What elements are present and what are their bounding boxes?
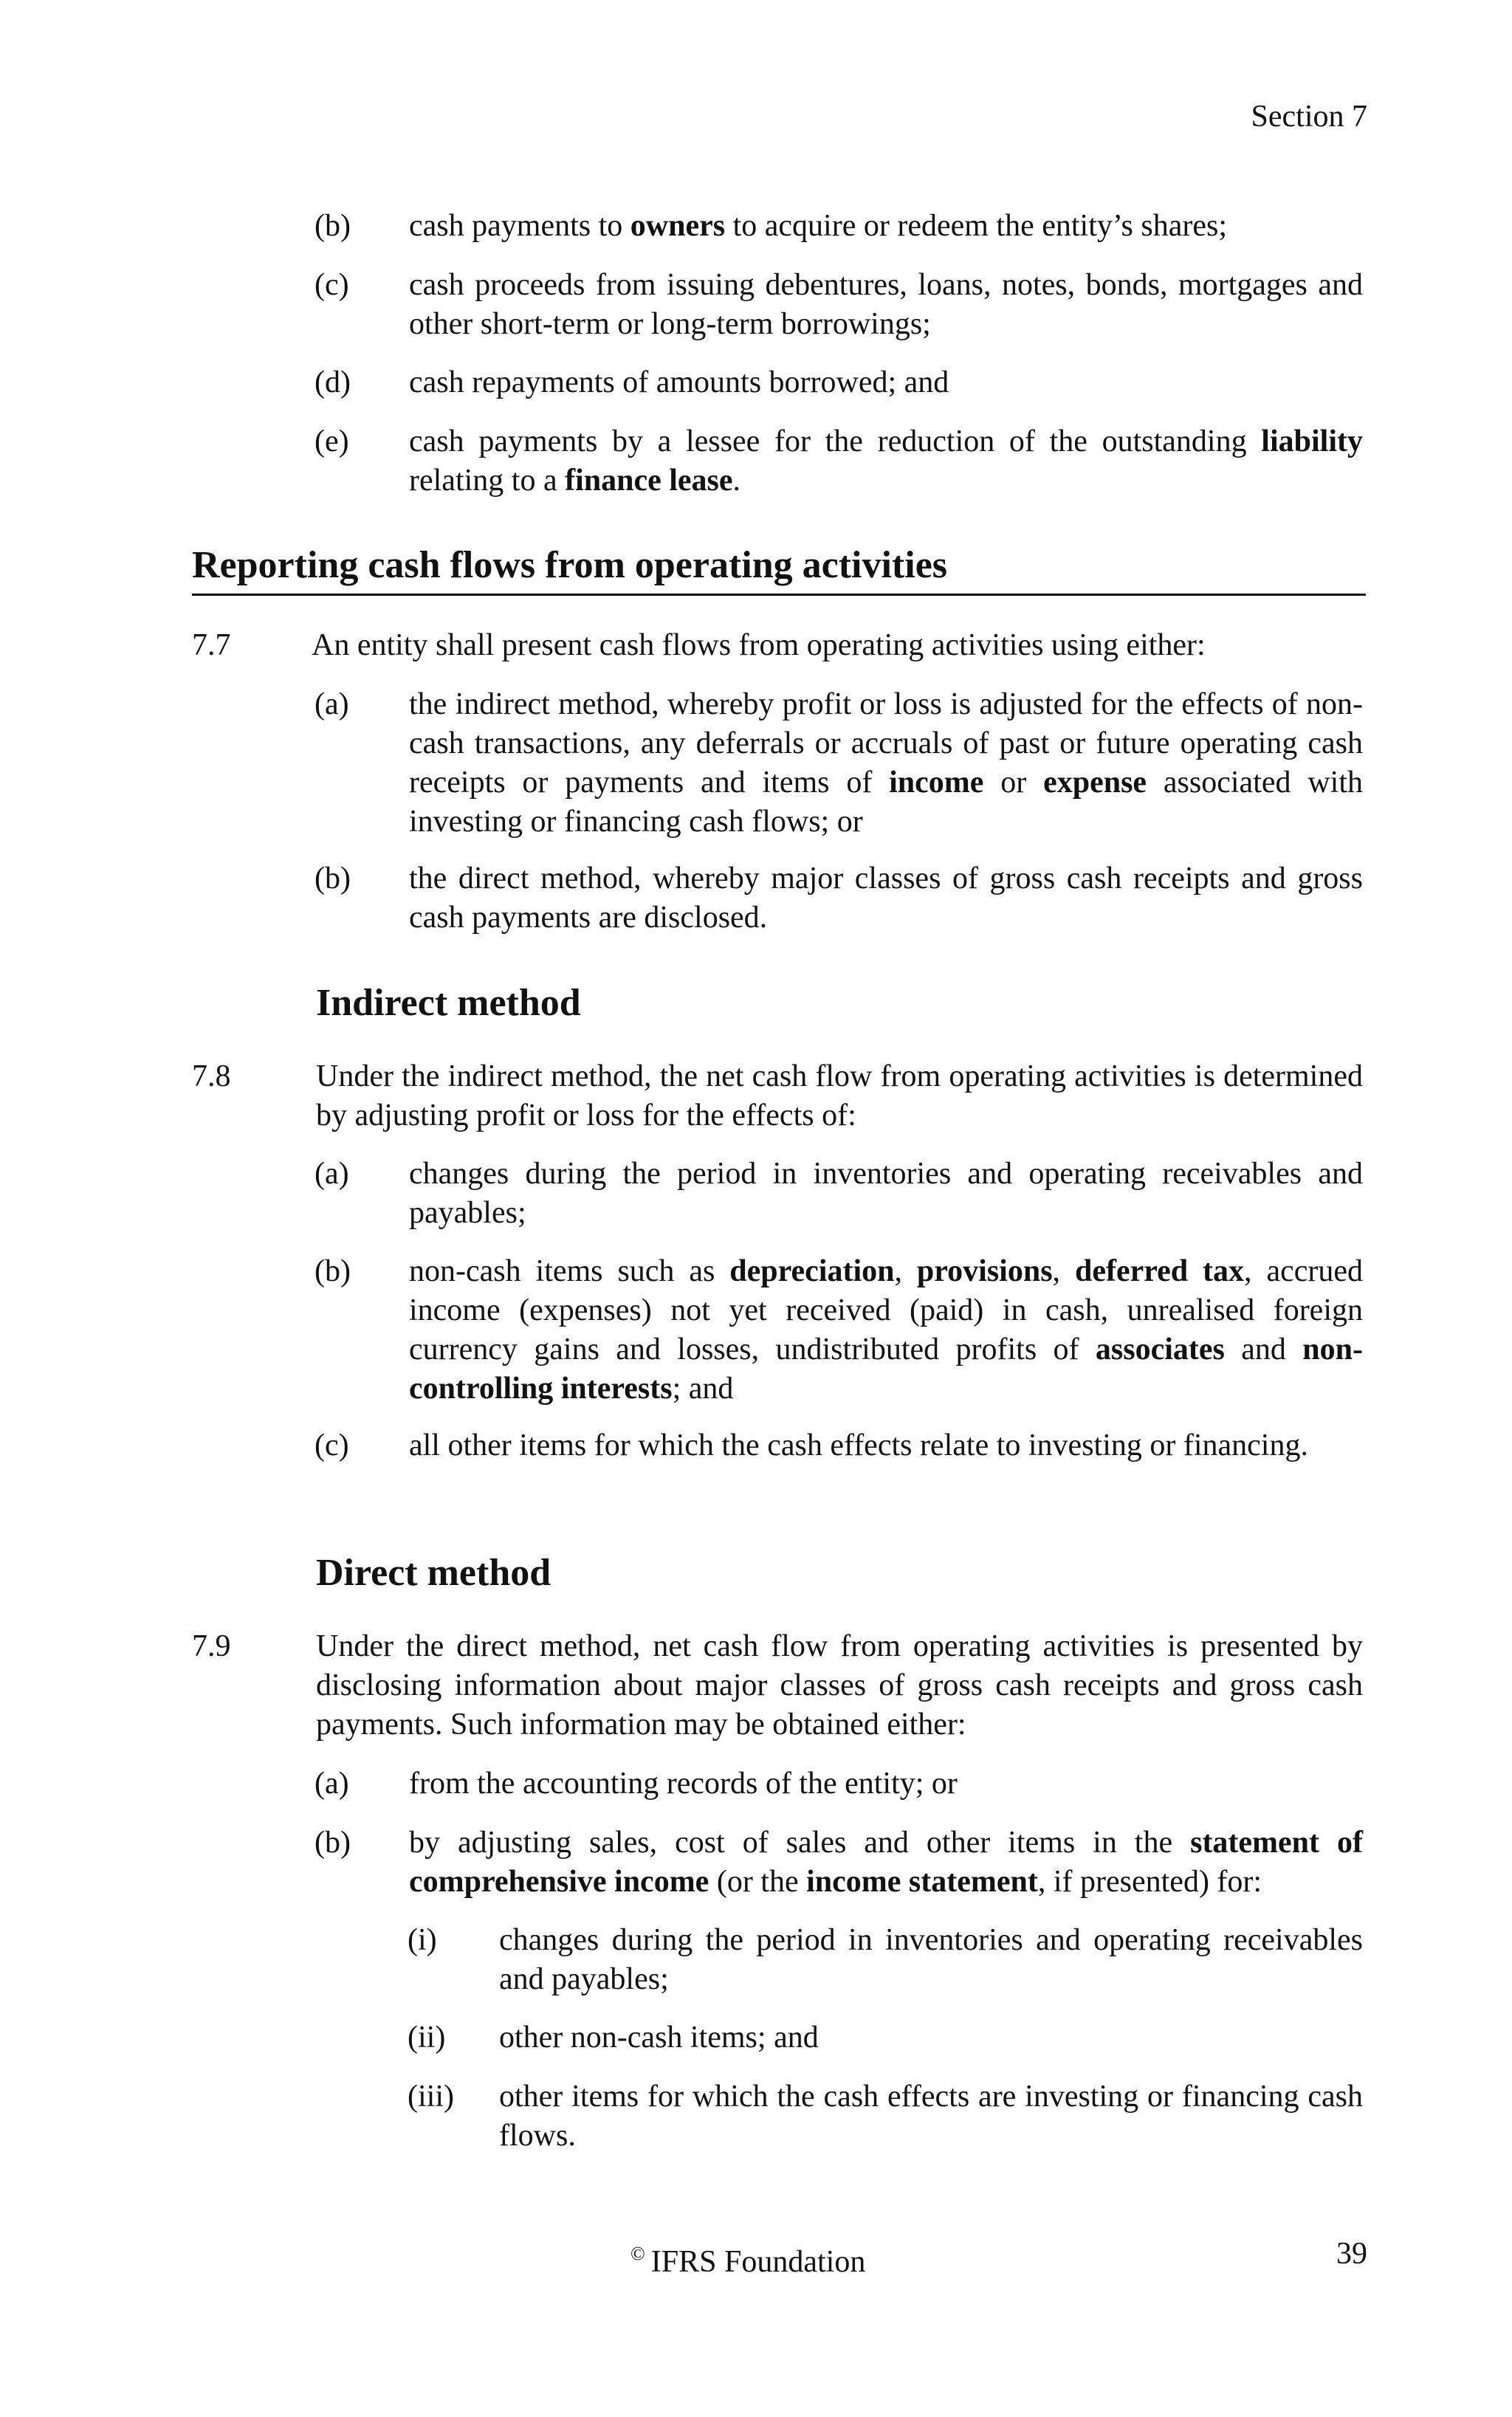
item-label: (iii): [408, 2080, 454, 2114]
item-label: (a): [315, 1767, 349, 1801]
footer-organization: IFRS Foundation: [650, 2245, 866, 2279]
item-label: (a): [315, 1157, 349, 1191]
section-heading: Reporting cash flows from operating activities: [192, 540, 1366, 596]
page-number: 39: [1336, 2237, 1367, 2271]
defined-term: provisions: [916, 1254, 1053, 1288]
copyright-symbol: ©: [630, 2243, 645, 2264]
paragraph-number: 7.9: [192, 1629, 231, 1663]
item-text: from the accounting records of the entity; or: [409, 1767, 958, 1801]
defined-term: depreciation: [729, 1254, 895, 1288]
item-label: (a): [315, 687, 349, 721]
defined-term: expense: [1043, 766, 1147, 800]
item-label: (c): [315, 1428, 349, 1462]
item-text: other non-cash items; and: [499, 2021, 819, 2055]
paragraph-text: Under the direct method, net cash flow from operating activities is presented by disclosing information about major classes of gross cash receipts and gross cash payments. Such information may be obtained either:: [316, 1629, 1363, 1742]
paragraph-number: 7.7: [192, 628, 231, 662]
paragraph-text: Under the indirect method, the net cash flow from operating activities is determined by adjusting profit or loss for the effects of:: [316, 1059, 1363, 1132]
running-header: Section 7: [1251, 100, 1367, 134]
paragraph-number: 7.8: [192, 1059, 231, 1093]
footer-copyright: [630, 2233, 865, 2283]
defined-term: income statement: [806, 1865, 1038, 1899]
defined-term: statement of comprehensive income: [409, 1826, 1363, 1899]
item-label: (b): [315, 862, 351, 895]
item-text: non-cash items such as depreciation, provisions, deferred tax, accrued income (expenses) not yet received (paid) in cash, unrealised foreign currency gains and losses, undistributed profits of associates and non-controlling interests; and: [409, 1254, 1364, 1406]
item-label: (ii): [408, 2021, 446, 2055]
subheading-indirect-method: Indirect method: [316, 982, 581, 1024]
item-text: changes during the period in inventories and operating receivables and payables;: [409, 1157, 1363, 1230]
item-text: the direct method, whereby major classes of gross cash receipts and gross cash payments are disclosed.: [409, 862, 1363, 935]
item-text: other items for which the cash effects are investing or financing cash flows.: [499, 2080, 1363, 2153]
defined-term: finance lease: [565, 464, 733, 498]
defined-term: liability: [1261, 424, 1363, 458]
item-text: cash repayments of amounts borrowed; and: [409, 365, 949, 399]
item-label: (e): [315, 424, 349, 458]
defined-term: deferred tax: [1074, 1254, 1245, 1288]
item-label: (b): [315, 1826, 351, 1860]
item-text: cash payments to owners to acquire or redeem the entity’s shares;: [409, 209, 1228, 243]
defined-term: associates: [1095, 1333, 1225, 1366]
item-text: cash payments by a lessee for the reduction of the outstanding liability relating to a finance lease.: [409, 424, 1363, 498]
subheading-direct-method: Direct method: [316, 1552, 551, 1594]
item-text: by adjusting sales, cost of sales and other items in the statement of comprehensive income (or the income statement, if presented) for:: [409, 1826, 1363, 1899]
item-label: (d): [315, 365, 351, 399]
item-label: (i): [408, 1923, 437, 1957]
item-text: changes during the period in inventories and operating receivables and payables;: [499, 1923, 1363, 1996]
defined-term: owners: [630, 209, 726, 243]
paragraph-text: An entity shall present cash flows from operating activities using either:: [312, 628, 1206, 662]
item-text: cash proceeds from issuing debentures, loans, notes, bonds, mortgages and other short-term or long-term borrowings;: [409, 268, 1363, 341]
item-label: (b): [315, 209, 351, 243]
item-label: (b): [315, 1254, 351, 1288]
item-label: (c): [315, 268, 349, 302]
defined-term: non-controlling interests: [409, 1333, 1363, 1406]
defined-term: income: [889, 766, 984, 800]
item-text: all other items for which the cash effects relate to investing or financing.: [409, 1428, 1308, 1462]
item-text: the indirect method, whereby profit or loss is adjusted for the effects of non-cash transactions, any deferrals or accruals of past or future operating cash receipts or payments and items of income or expense associated with investing or financing cash flows; or: [409, 687, 1363, 839]
